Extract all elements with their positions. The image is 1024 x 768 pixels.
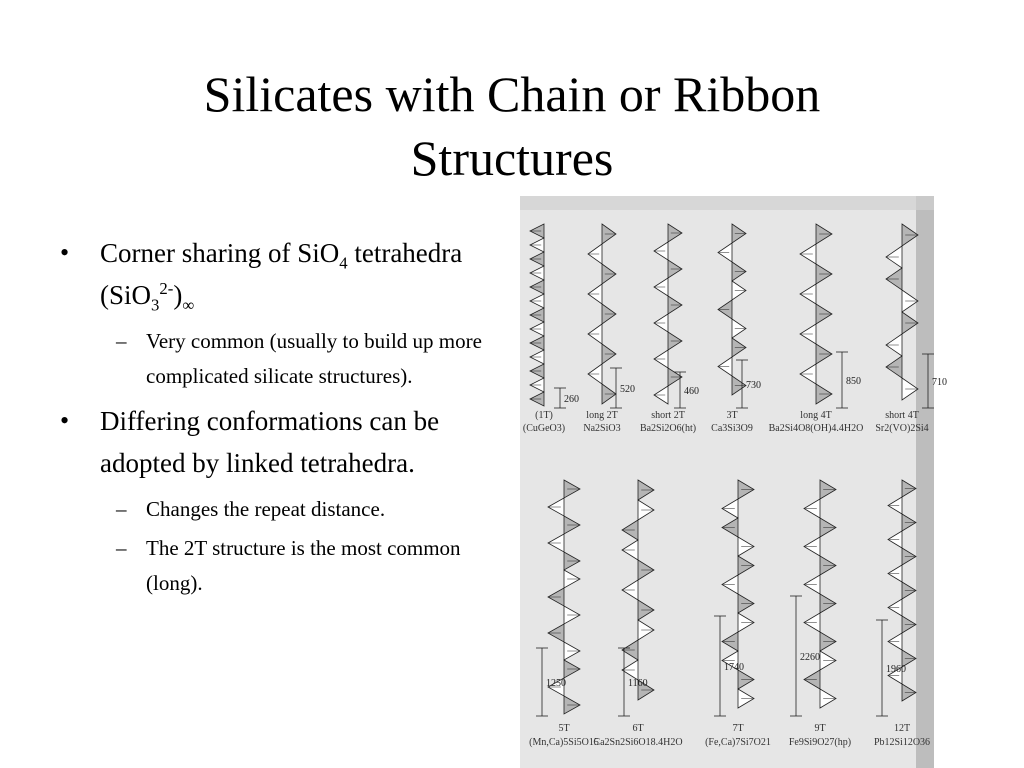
top-formula-label: (CuGeO3) (522, 423, 566, 434)
bullet-1 (60, 232, 500, 316)
silicate-chains-figure (520, 196, 947, 768)
bottom-period-label: 7T (732, 723, 744, 734)
sub-bullet-1-1 (116, 324, 500, 394)
bottom-formula-label: Pb12Si12O36 (873, 737, 931, 748)
bottom-repeat-1-label: 1160 (628, 678, 648, 689)
slide-title (60, 62, 964, 190)
sub-bullet-marker: – (116, 497, 127, 521)
sub-bullet-1-1-text: Very common (usually to build up more complicated silicate structures). (146, 329, 482, 388)
bottom-chain-9T (804, 480, 836, 708)
bullet-1-text (100, 232, 500, 316)
sub-bullet-2-2 (116, 531, 500, 601)
bullet-2-text: Differing conformations can be adopted by linked tetrahedra. (100, 406, 440, 478)
bullet-1-sub-3: 3 (151, 295, 160, 315)
top-chain-short4T (886, 224, 918, 400)
top-repeat-5-label: 710 (932, 377, 947, 388)
bottom-period-label: 9T (814, 723, 826, 734)
bullet-1-sub-infinity: ∞ (182, 295, 195, 315)
bullet-list (60, 232, 500, 605)
bottom-repeat-0-label: 1250 (546, 678, 566, 689)
top-formula-label: Sr2(VO)2Si4 (875, 423, 929, 434)
chain-structures-diagram (520, 196, 947, 768)
bottom-formula-label: Ca2Sn2Si6O18.4H2O (593, 737, 683, 748)
bottom-period-label: 6T (632, 723, 644, 734)
bottom-formula-label: (Fe,Ca)7Si7O21 (705, 737, 771, 748)
top-formula-label: Ca3Si3O9 (711, 423, 753, 434)
bullet-1-sup-charge: 2- (159, 279, 174, 298)
sub-bullet-2-1 (116, 492, 500, 527)
sub-bullet-marker: – (116, 536, 127, 560)
bottom-repeat-2-label: 1740 (724, 662, 744, 673)
top-repeat-4-label: 850 (846, 376, 861, 387)
top-repeat-1-label: 520 (620, 384, 635, 395)
sub-bullet-2-1-text: Changes the repeat distance. (146, 497, 386, 521)
bottom-repeat-3-label: 2260 (800, 652, 820, 663)
top-chain-long4T (800, 224, 832, 404)
bullet-1-text-c: ) (173, 280, 183, 310)
title-line-2: Structures (410, 130, 614, 186)
bullet-1-text-a: Corner sharing of SiO (100, 238, 340, 268)
scan-top-text-band (520, 196, 934, 210)
top-repeat-3-label: 730 (746, 380, 761, 391)
top-period-label: 3T (726, 410, 738, 421)
top-repeat-0-label: 260 (564, 394, 579, 405)
top-period-label: long 4T (800, 410, 832, 421)
bottom-period-label: 5T (558, 723, 570, 734)
scan-edge-shadow (916, 196, 934, 768)
top-formula-label: Ba2Si2O6(ht) (639, 423, 697, 434)
bullet-marker: • (60, 238, 70, 267)
top-period-label: short 4T (885, 410, 919, 421)
title-line-1: Silicates with Chain or Ribbon (203, 66, 821, 122)
bullet-1-text-b: tetrahedra (SiO (100, 238, 463, 310)
bullet-marker: • (60, 406, 70, 435)
sub-bullet-2-2-text: The 2T structure is the most common (long). (146, 536, 461, 595)
top-period-label: (1T) (535, 410, 553, 421)
top-chain-long2T (588, 224, 616, 404)
sub-bullet-marker: – (116, 329, 127, 353)
top-repeat-2-label: 460 (684, 386, 699, 397)
top-chain-1T (530, 224, 544, 406)
bottom-period-label: 12T (893, 723, 911, 734)
top-formula-label: Ba2Si4O8(OH)4.4H2O (768, 423, 864, 434)
bullet-1-sub-4: 4 (339, 253, 348, 273)
bottom-formula-label: (Mn,Ca)5Si5O15 (529, 737, 599, 748)
bottom-repeat-4-label: 1960 (886, 664, 906, 675)
top-period-label: short 2T (651, 410, 685, 421)
top-formula-label: Na2SiO3 (583, 423, 621, 434)
bullet-2 (60, 400, 500, 484)
bottom-chain-6T (622, 480, 654, 700)
top-chain-short2T (654, 224, 682, 404)
top-period-label: long 2T (586, 410, 618, 421)
bottom-chain-7T (722, 480, 754, 708)
bottom-formula-label: Fe9Si9O27(hp) (788, 737, 852, 748)
